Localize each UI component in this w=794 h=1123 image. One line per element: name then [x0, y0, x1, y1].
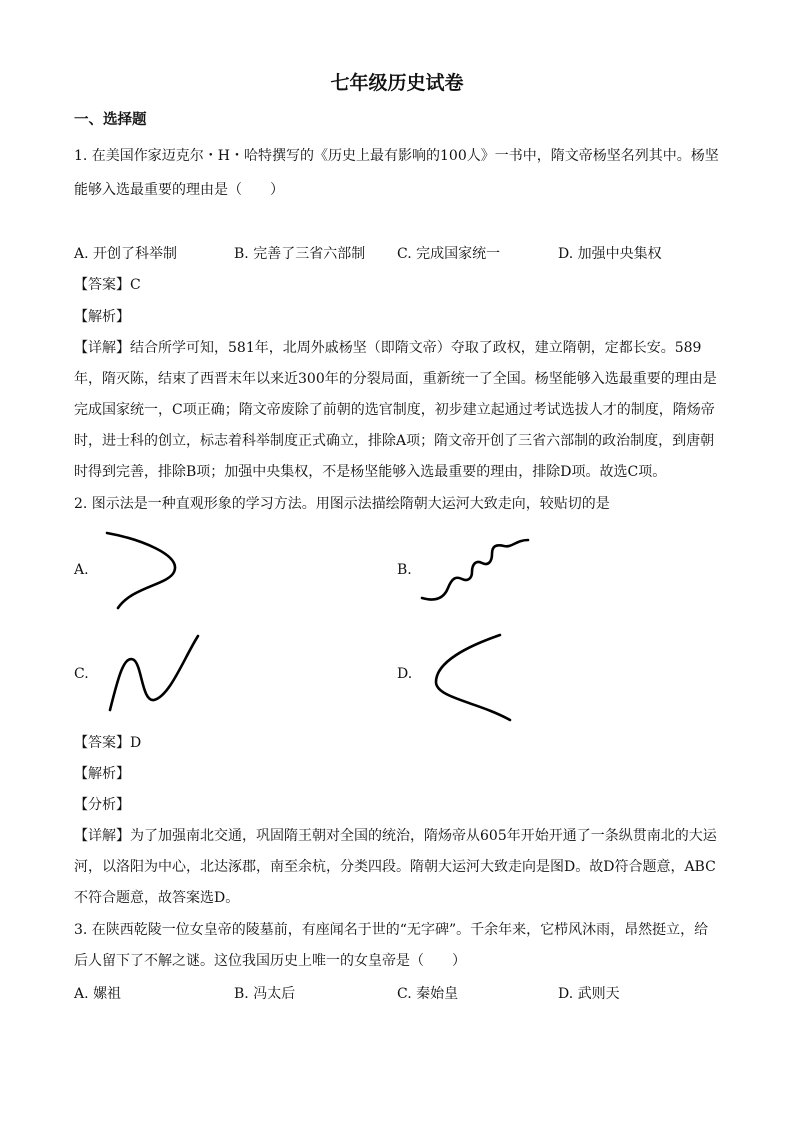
q2-label-b: B. — [397, 562, 412, 578]
q1-detail-line2: 年，隋灭陈，结束了西晋末年以来近300年的分裂局面，重新统一了全国。杨坚能够入选最重要的理由是 — [74, 371, 717, 387]
q3-option-b: B. 冯太后 — [234, 986, 296, 1002]
q1-detail-line4: 时，进士科的创立，标志着科举制度正式确立，排除A项；隋文帝开创了三省六部制的政治制度，到唐朝 — [74, 433, 715, 449]
q1-option-b: B. 完善了三省六部制 — [234, 246, 366, 262]
q2-label-c: C. — [74, 666, 89, 682]
q2-fenxi-label: 【分析】 — [74, 797, 130, 813]
q2-detail-line1: 【详解】为了加强南北交通，巩固隋王朝对全国的统治，隋炀帝从605年开始开通了一条纵贯南北的大运 — [74, 828, 717, 844]
q1-answer: 【答案】C — [74, 277, 141, 293]
q2-answer: 【答案】D — [74, 735, 142, 751]
q3-option-d: D. 武则天 — [558, 986, 620, 1002]
section-heading: 一、选择题 — [74, 111, 147, 128]
q3-option-a: A. 嫘祖 — [74, 986, 122, 1002]
q1-option-d: D. 加强中央集权 — [558, 246, 662, 262]
q1-detail-line1: 【详解】结合所学可知，581年，北周外戚杨坚（即隋文帝）夺取了政权，建立隋朝，定都长安。589 — [74, 340, 702, 356]
q2-stem: 2. 图示法是一种直观形象的学习方法。用图示法描绘隋朝大运河大致走向，较贴切的是 — [74, 496, 610, 512]
q2-detail-line3: 不符合题意，故答案选D。 — [74, 890, 240, 906]
canal-curve-d — [428, 628, 518, 724]
q2-label-d: D. — [397, 666, 413, 682]
q1-detail-line3: 完成国家统一，C项正确；隋文帝废除了前朝的选官制度，初步建立起通过考试选拔人才的制度，隋炀帝 — [74, 402, 715, 418]
q1-stem-line1: 1. 在美国作家迈克尔・H・哈特撰写的《历史上最有影响的100人》一书中，隋文帝杨坚名列其中。杨坚 — [74, 148, 719, 164]
q3-option-c: C. 秦始皇 — [397, 986, 459, 1002]
q1-option-a: A. 开创了科举制 — [74, 246, 178, 262]
q1-analysis-label: 【解析】 — [74, 309, 130, 325]
q1-detail-line5: 时得到完善，排除B项；加强中央集权，不是杨坚能够入选最重要的理由，排除D项。故选C项。 — [74, 464, 667, 480]
q1-option-c: C. 完成国家统一 — [397, 246, 501, 262]
q2-detail-line2: 河，以洛阳为中心，北达涿郡，南至余杭，分类四段。隋朝大运河大致走向是图D。故D符合题意，ABC — [74, 859, 716, 875]
canal-curve-c — [104, 628, 204, 716]
q3-stem-line1: 3. 在陕西乾陵一位女皇帝的陵墓前，有座闻名于世的“无字碑”。千余年来，它栉风沐雨，昂然挺立，给 — [74, 922, 709, 938]
page-title: 七年级历史试卷 — [330, 72, 464, 94]
q3-stem-line2: 后人留下了不解之谜。这位我国历史上唯一的女皇帝是（ ） — [74, 953, 466, 969]
canal-curve-b — [416, 532, 536, 607]
q1-stem-line2: 能够入选最重要的理由是（ ） — [74, 182, 284, 198]
q2-label-a: A. — [74, 562, 89, 578]
canal-curve-a — [100, 525, 190, 615]
q2-analysis-label: 【解析】 — [74, 766, 130, 782]
